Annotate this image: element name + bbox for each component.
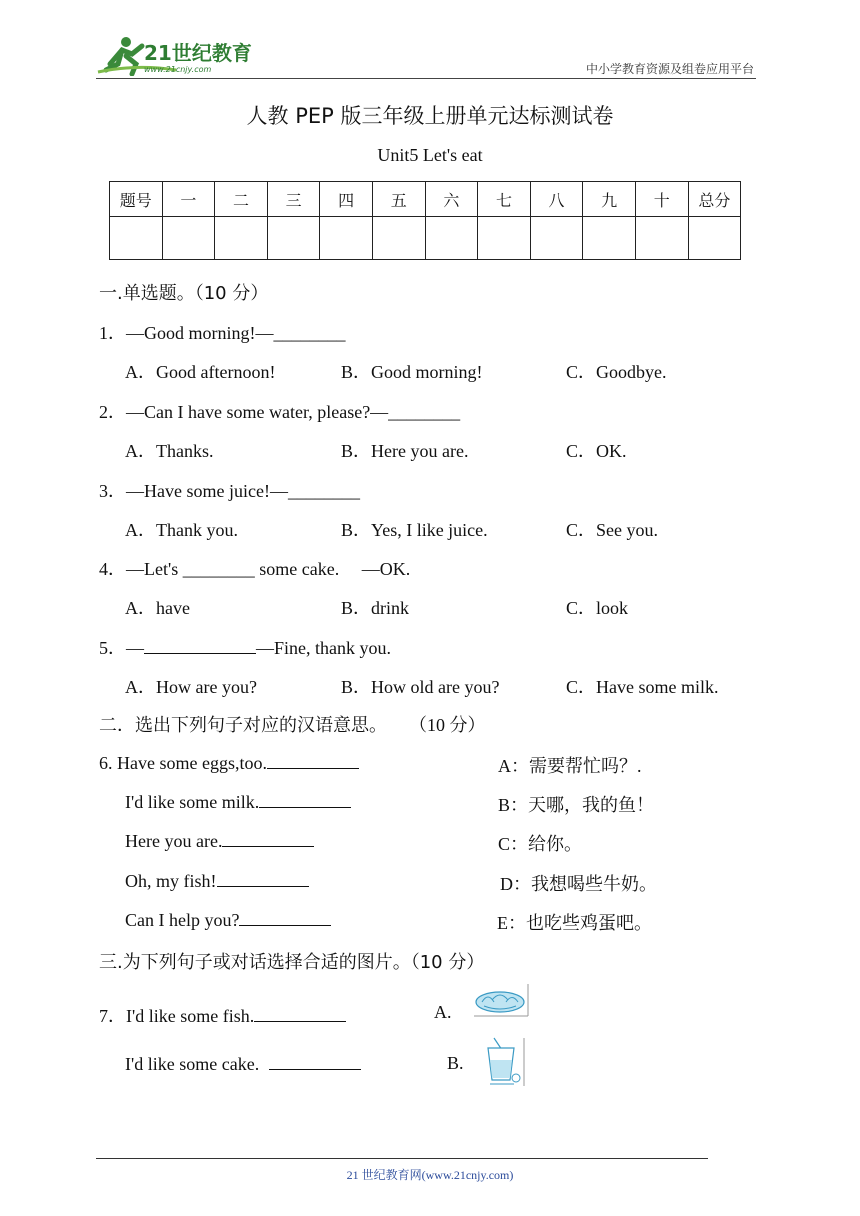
question-5-stem bbox=[99, 634, 391, 660]
match-right-e: E：也吃些鸡蛋吧。 bbox=[497, 913, 652, 933]
page-subtitle: Unit5 Let's eat bbox=[377, 145, 483, 165]
question-1-stem: 1．—Good morning!—________ bbox=[99, 323, 346, 343]
q4-option-b[interactable]: B．drink bbox=[341, 598, 410, 618]
answer-blank[interactable] bbox=[254, 1005, 346, 1022]
score-entry[interactable] bbox=[425, 217, 478, 260]
score-cell-5: 五 bbox=[372, 182, 425, 217]
q5-option-c[interactable]: C．Have some milk. bbox=[566, 677, 719, 697]
match-left-2: I'd like some milk. bbox=[125, 791, 351, 813]
score-entry[interactable] bbox=[267, 217, 320, 260]
q3-option-c[interactable]: C．See you. bbox=[566, 520, 658, 540]
answer-blank[interactable] bbox=[267, 752, 359, 769]
footer-text: 21 世纪教育网(www.21cnjy.com) bbox=[346, 1168, 514, 1182]
question-3-stem: 3．—Have some juice!—________ bbox=[99, 481, 360, 501]
score-entry[interactable] bbox=[215, 217, 268, 260]
section1-heading: 一.单选题。（10 分） bbox=[99, 283, 269, 304]
match-left-3: Here you are. bbox=[125, 830, 314, 852]
q4-option-c[interactable]: C．look bbox=[566, 598, 629, 618]
q1-option-a[interactable]: A．Good afternoon! bbox=[125, 362, 276, 382]
footer-rule bbox=[96, 1158, 708, 1159]
answer-blank[interactable] bbox=[144, 637, 256, 654]
score-entry[interactable] bbox=[478, 217, 531, 260]
q3-option-a[interactable]: A．Thank you. bbox=[125, 520, 238, 540]
score-entry[interactable] bbox=[635, 217, 688, 260]
q3-option-b[interactable]: B．Yes, I like juice. bbox=[341, 520, 488, 540]
match-left-5: Can I help you? bbox=[125, 909, 331, 931]
q1-option-b[interactable]: B．Good morning! bbox=[341, 362, 483, 382]
answer-blank[interactable] bbox=[239, 909, 331, 926]
score-cell-10: 十 bbox=[635, 182, 688, 217]
header-rule bbox=[96, 78, 756, 79]
match-right-d: D：我想喝些牛奶。 bbox=[500, 874, 657, 894]
question-7-line2: I'd like some cake. bbox=[125, 1053, 361, 1075]
score-cell-1: 一 bbox=[162, 182, 215, 217]
section2-heading bbox=[99, 711, 486, 737]
score-entry[interactable] bbox=[162, 217, 215, 260]
score-cell-6: 六 bbox=[425, 182, 478, 217]
match-right-a: A：需要帮忙吗？. bbox=[498, 756, 642, 776]
q5-option-b[interactable]: B．How old are you? bbox=[341, 677, 500, 697]
score-cell-4: 四 bbox=[320, 182, 373, 217]
q5-option-a[interactable]: A．How are you? bbox=[125, 677, 257, 697]
score-entry[interactable] bbox=[530, 217, 583, 260]
q4-option-a[interactable]: A．have bbox=[125, 598, 190, 618]
section2-heading-text: 二．选出下列句子对应的汉语意思。 bbox=[99, 715, 387, 736]
score-cell-total: 总分 bbox=[688, 182, 741, 217]
score-entry[interactable] bbox=[372, 217, 425, 260]
score-entry[interactable] bbox=[688, 217, 741, 260]
section3-heading: 三.为下列句子或对话选择合适的图片。（10 分） bbox=[99, 952, 485, 973]
q5-stem-suffix: —Fine, thank you. bbox=[256, 638, 391, 658]
score-table-entry-row bbox=[110, 217, 741, 260]
platform-label: 中小学教育资源及组卷应用平台 bbox=[585, 62, 754, 76]
q2-option-b[interactable]: B．Here you are. bbox=[341, 441, 469, 461]
answer-blank[interactable] bbox=[269, 1053, 361, 1070]
answer-blank[interactable] bbox=[222, 830, 314, 847]
answer-blank[interactable] bbox=[217, 870, 309, 887]
score-entry[interactable] bbox=[320, 217, 373, 260]
q2-option-c[interactable]: C．OK. bbox=[566, 441, 627, 461]
question-2-stem: 2．—Can I have some water, please?—________ bbox=[99, 402, 461, 422]
score-table bbox=[109, 181, 741, 260]
answer-blank[interactable] bbox=[259, 791, 351, 808]
svg-text:www.21cnjy.com: www.21cnjy.com bbox=[144, 65, 212, 74]
match-left-4: Oh, my fish! bbox=[125, 870, 309, 892]
score-cell-7: 七 bbox=[478, 182, 531, 217]
bread-icon[interactable] bbox=[472, 982, 530, 1018]
score-cell-9: 九 bbox=[583, 182, 636, 217]
picture-option-a-label[interactable]: A. bbox=[434, 1002, 452, 1022]
q2-option-a[interactable]: A．Thanks. bbox=[125, 441, 214, 461]
match-right-c: C：给你。 bbox=[498, 834, 583, 854]
score-table-header-row bbox=[110, 182, 741, 217]
juice-glass-icon[interactable] bbox=[484, 1036, 526, 1088]
score-cell-label: 题号 bbox=[110, 182, 163, 217]
q5-stem-prefix: 5．— bbox=[99, 638, 144, 658]
match-left-1: 6. Have some eggs,too. bbox=[99, 752, 359, 774]
score-entry[interactable] bbox=[110, 217, 163, 260]
q1-option-c[interactable]: C．Goodbye. bbox=[566, 362, 667, 382]
match-right-b: B：天哪，我的鱼！ bbox=[498, 795, 655, 815]
site-logo bbox=[96, 34, 266, 76]
score-cell-2: 二 bbox=[215, 182, 268, 217]
score-cell-3: 三 bbox=[267, 182, 320, 217]
score-entry[interactable] bbox=[583, 217, 636, 260]
question-4-stem: 4．—Let's ________ some cake. —OK. bbox=[99, 559, 411, 579]
page-title: 人教 PEP 版三年级上册单元达标测试卷 bbox=[246, 104, 614, 128]
score-cell-8: 八 bbox=[530, 182, 583, 217]
picture-option-b-label[interactable]: B. bbox=[447, 1053, 464, 1073]
runner-logo-icon bbox=[96, 34, 266, 76]
svg-text:21世纪教育: 21世纪教育 bbox=[144, 41, 252, 65]
question-7-line1: 7．I'd like some fish. bbox=[99, 1002, 346, 1028]
section2-score: （10 分） bbox=[409, 715, 486, 735]
